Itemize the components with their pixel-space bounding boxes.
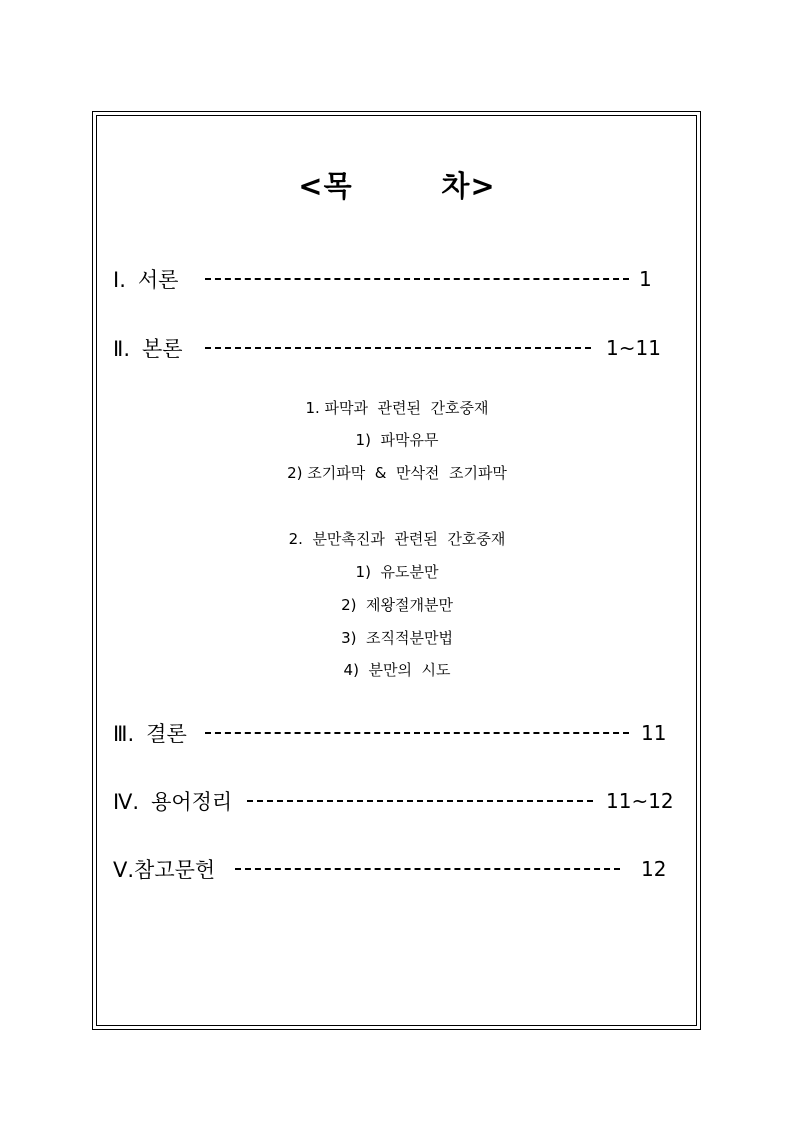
dot-leader xyxy=(205,732,629,734)
toc-label: 결론 xyxy=(146,722,187,746)
section-item: 2) 제왕절개분만 xyxy=(341,596,453,614)
section-heading: 1. 파막과 관련된 간호중재 xyxy=(305,399,489,417)
toc-label: 참고문헌 xyxy=(134,858,216,882)
toc-label: 본론 xyxy=(142,337,183,361)
dot-leader xyxy=(247,800,593,802)
toc-numeral: Ⅴ. xyxy=(113,858,135,882)
section-item: 1) 파막유무 xyxy=(355,431,439,449)
toc-entry-body xyxy=(113,333,663,363)
toc-page-number: 1 xyxy=(639,267,652,291)
section-item: 4) 분만의 시도 xyxy=(343,661,451,679)
toc-page-number: 11 xyxy=(641,721,667,745)
section-item: 3) 조직적분만법 xyxy=(341,629,453,647)
section-heading: 2. 분만촉진과 관련된 간호중재 xyxy=(288,530,506,548)
toc-page-number: 11~12 xyxy=(606,789,674,813)
section-item: 2) 조기파막 & 만삭전 조기파막 xyxy=(287,464,507,482)
toc-entry-references xyxy=(113,854,673,884)
toc-entry-glossary xyxy=(113,786,678,816)
toc-page-number: 12 xyxy=(641,857,667,881)
toc-numeral: Ⅱ. xyxy=(113,337,131,361)
section-item: 1) 유도분만 xyxy=(355,563,439,581)
dot-leader xyxy=(205,278,629,280)
toc-entry-conclusion xyxy=(113,718,673,748)
dot-leader xyxy=(235,868,620,870)
toc-page-number: 1~11 xyxy=(606,336,661,360)
page-title: <목 차> xyxy=(298,169,496,203)
toc-entry-intro xyxy=(113,264,653,294)
toc-numeral: Ⅲ. xyxy=(113,722,135,746)
dot-leader xyxy=(205,347,591,349)
toc-numeral: Ⅰ. xyxy=(113,268,126,292)
toc-numeral: Ⅳ. xyxy=(113,790,140,814)
toc-label: 서론 xyxy=(137,268,179,292)
toc-label: 용어정리 xyxy=(151,790,233,814)
